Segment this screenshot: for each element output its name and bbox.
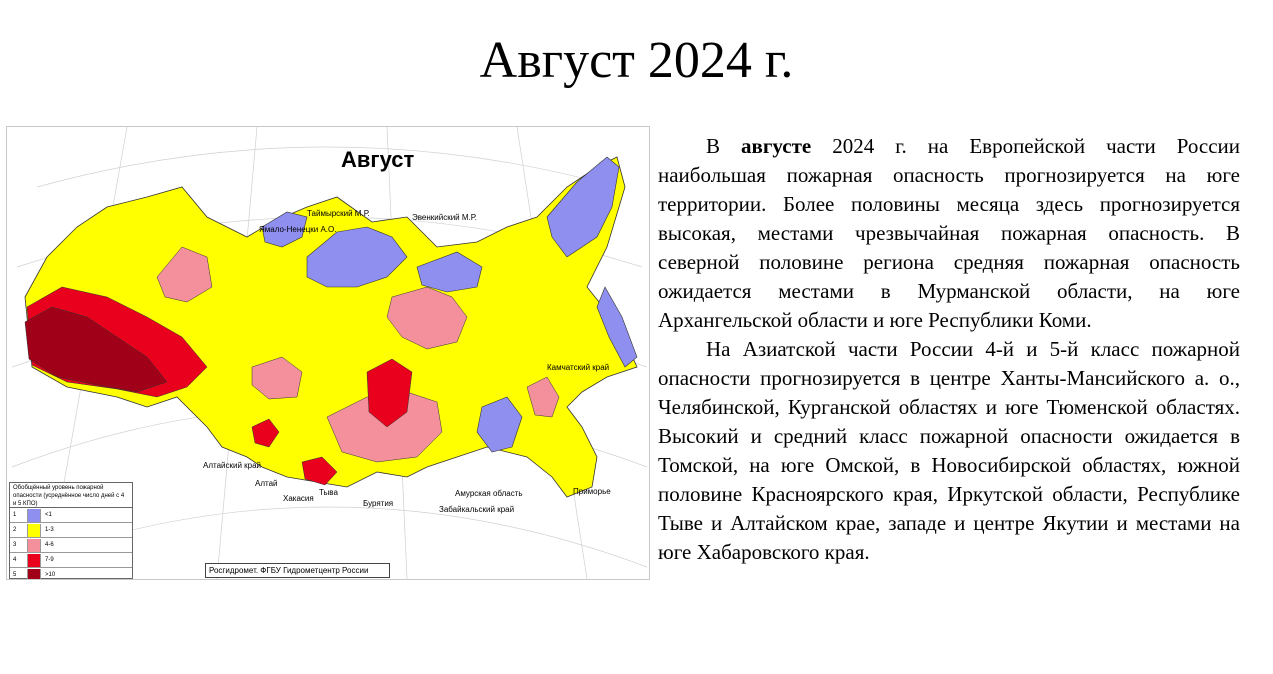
map-label-zabaikal: Забайкальский край (439, 505, 515, 514)
forecast-text (658, 132, 1240, 567)
map-label-primorye: Приморье (573, 487, 611, 496)
map-label-taimyr: Таймырский М.Р. (307, 209, 370, 218)
legend-swatch (27, 539, 41, 552)
legend-range: 4-6 (45, 542, 54, 548)
map-label-buryatia: Бурятия (363, 499, 394, 508)
legend-class-number: 3 (13, 542, 17, 548)
map-source-credit: Росгидромет. ФГБУ Гидрометцентр России (205, 563, 390, 578)
legend-range: 7-9 (45, 557, 54, 563)
legend-class-number: 4 (13, 557, 17, 563)
legend-swatch (27, 554, 41, 567)
legend-row (10, 508, 132, 523)
legend-row (10, 568, 132, 580)
map-label-yamal: Ямало-Ненецки А.О. (259, 225, 337, 234)
legend-swatch (27, 509, 41, 522)
p1-body: 2024 г. на Европейской части России наибольшая пожарная опасность прогнозируется на юге территории. Более половины месяца здесь прогнозируется высокая, местами чрезвычайная пожарная опасность. В северной половине региона средняя пожарная опасность ожидается местами в Мурманской области, на юге Архангельской области и юге Республики Коми. (658, 134, 1240, 332)
legend-class-number: 5 (13, 572, 17, 578)
legend-range: >10 (45, 572, 56, 578)
legend-range: 1-3 (45, 527, 54, 533)
legend-row (10, 523, 132, 538)
p1-month-bold: августе (741, 134, 812, 158)
paragraph-europe (658, 132, 1240, 335)
legend-class-number: 1 (13, 512, 17, 518)
map-label-altai: Алтай (255, 479, 278, 488)
legend-header: Обобщённый уровень пожарной опасности (усреднённое число дней с 4 и 5 КПО) (10, 483, 132, 508)
map-label-kamchatka: Камчатский край (547, 363, 610, 372)
map-label-altai-krai: Алтайский край (203, 461, 262, 470)
legend-row (10, 553, 132, 568)
legend-swatch (27, 524, 41, 537)
map-label-tyva: Тыва (319, 488, 338, 497)
map-label-evenki: Эвенкийский М.Р. (412, 213, 477, 222)
map-legend (9, 482, 133, 579)
page-title: Август 2024 г. (479, 32, 794, 89)
fire-danger-map (6, 126, 650, 580)
paragraph-asia: На Азиатской части России 4-й и 5-й класс пожарной опасности прогнозируется в центре Ханты-Мансийского а. о., Челябинской, Курганской областях и юге Тюменской областях. Высокий и средний класс пожарной опасности ожидается в Томской, на юге Омской, в Новосибирской областях, южной половине Красноярского края, Иркутской области, Республике Тыве и Алтайском крае, западе и центре Якутии и местами на юге Хабаровского края. (658, 337, 1240, 564)
legend-class-number: 2 (13, 527, 17, 533)
legend-swatch (27, 569, 41, 581)
map-label-amur: Амурская область (455, 489, 523, 498)
map-label-khakasia: Хакасия (283, 494, 314, 503)
legend-row (10, 538, 132, 553)
p1-lead: В (706, 134, 742, 158)
legend-range: <1 (45, 512, 52, 518)
map-title: Август (341, 147, 415, 172)
